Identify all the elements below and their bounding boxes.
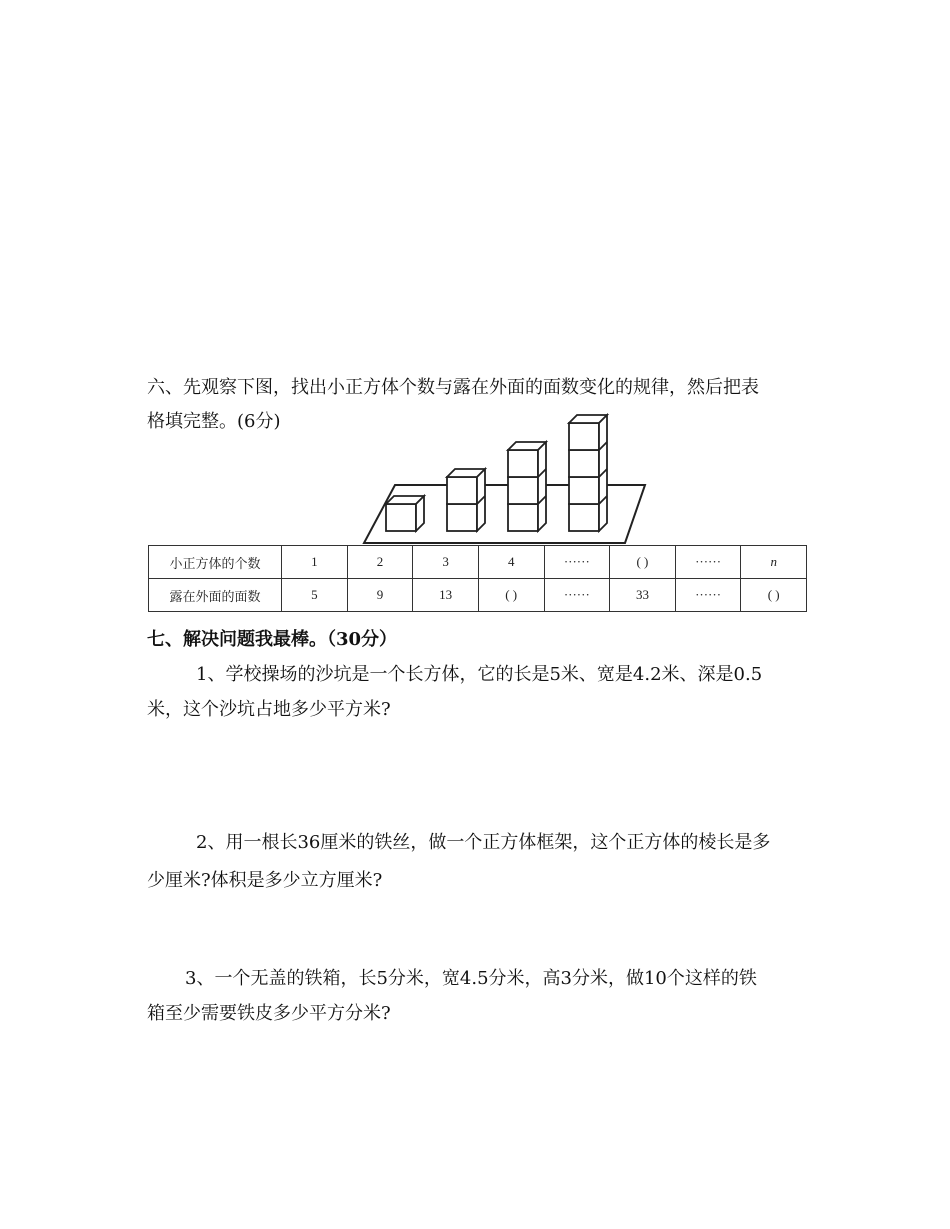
table-cell-blank[interactable]: ( ): [610, 546, 676, 579]
table-cell: 5: [282, 579, 348, 612]
table-cell: 2: [347, 546, 413, 579]
table-cell: ······: [675, 579, 741, 612]
table-cell: 13: [413, 579, 479, 612]
table-row-exposed-faces: [149, 579, 807, 612]
table-cell: 4: [478, 546, 544, 579]
table-cell: n: [741, 546, 807, 579]
table-cell: 33: [610, 579, 676, 612]
question-3-line1: 3、一个无盖的铁箱，长5分米，宽4.5分米，高3分米，做10个这样的铁: [185, 968, 757, 989]
cube-stack-1: [386, 496, 424, 531]
cube-stack-2: [447, 469, 485, 531]
cube-stacks-illustration: [145, 412, 810, 552]
row-label-cube-count: 小正方体的个数: [149, 546, 282, 579]
section6-title-line2: 格填完整。(6分): [147, 411, 281, 432]
pattern-table-wrap: [148, 545, 807, 611]
section6-title-line1: 六、先观察下图，找出小正方体个数与露在外面的面数变化的规律，然后把表: [147, 377, 759, 398]
cube-figure: [145, 412, 810, 617]
cube-stack-3: [508, 442, 546, 531]
table-cell: ······: [675, 546, 741, 579]
table-cell-blank[interactable]: ( ): [741, 579, 807, 612]
question-1-line2: 米，这个沙坑占地多少平方米?: [147, 699, 391, 720]
question-2-line2: 少厘米?体积是多少立方厘米?: [147, 870, 383, 891]
table-cell: 9: [347, 579, 413, 612]
pattern-table: [148, 545, 807, 612]
question-3-line2: 箱至少需要铁皮多少平方分米?: [147, 1003, 391, 1024]
question-2-line1: 2、用一根长36厘米的铁丝，做一个正方体框架，这个正方体的棱长是多: [196, 832, 771, 853]
table-cell: ······: [544, 579, 610, 612]
section7-title: 七、解决问题我最棒。（30分）: [147, 629, 398, 650]
table-cell: ······: [544, 546, 610, 579]
row-label-exposed-faces: 露在外面的面数: [149, 579, 282, 612]
cube-stack-4: [569, 415, 607, 531]
question-1-line1: 1、学校操场的沙坑是一个长方体，它的长是5米、宽是4.2米、深是0.5: [196, 664, 763, 685]
table-cell: 3: [413, 546, 479, 579]
table-row-cube-count: [149, 546, 807, 579]
table-cell-blank[interactable]: ( ): [478, 579, 544, 612]
table-cell: 1: [282, 546, 348, 579]
